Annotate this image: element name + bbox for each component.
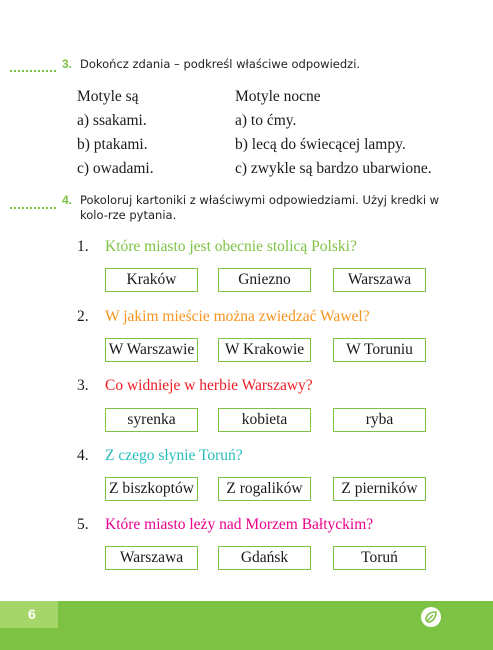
right-option-a[interactable]: a) to ćmy.: [235, 112, 297, 129]
right-heading: Motyle nocne: [235, 88, 321, 105]
answer-card[interactable]: Z biszkoptów: [105, 477, 198, 501]
answer-card[interactable]: Z rogalików: [218, 477, 311, 501]
page-number: 6: [28, 606, 36, 622]
answer-card[interactable]: Warszawa: [105, 546, 198, 570]
left-option-b[interactable]: b) ptakami.: [77, 136, 148, 153]
answer-card[interactable]: Gdańsk: [218, 546, 311, 570]
answer-card[interactable]: Toruń: [333, 546, 426, 570]
answer-card[interactable]: Warszawa: [333, 268, 426, 292]
question-5-number: 5.: [77, 516, 89, 533]
answer-card[interactable]: W Krakowie: [218, 338, 311, 362]
left-heading: Motyle są: [77, 88, 139, 105]
question-3-number: 3.: [77, 377, 89, 394]
leaf-logo-icon: [420, 606, 442, 628]
question-4-number: 4.: [77, 447, 89, 464]
exercise-3-number: 3.: [62, 57, 73, 71]
question-1-number: 1.: [77, 238, 89, 255]
question-5-text: Które miasto leży nad Morzem Bałtyckim?: [105, 516, 374, 533]
question-2-text: W jakim mieście można zwiedzać Wawel?: [105, 308, 370, 325]
right-option-c[interactable]: c) zwykle są bardzo ubarwione.: [235, 160, 432, 177]
exercise-3-instruction: Dokończ zdania – podkreśl właściwe odpowiedzi.: [80, 57, 361, 71]
left-option-c[interactable]: c) owadami.: [77, 160, 154, 177]
answer-card[interactable]: Gniezno: [218, 268, 311, 292]
question-1-text: Które miasto jest obecnie stolicą Polski?: [105, 238, 357, 255]
answer-card[interactable]: Kraków: [105, 268, 198, 292]
question-2-number: 2.: [77, 308, 89, 325]
answer-card[interactable]: ryba: [333, 408, 426, 432]
exercise-4-number: 4.: [62, 193, 73, 207]
right-option-b[interactable]: b) lecą do świecącej lampy.: [235, 136, 406, 153]
answer-card[interactable]: kobieta: [218, 408, 311, 432]
answer-card[interactable]: Z pierników: [333, 477, 426, 501]
question-4-text: Z czego słynie Toruń?: [105, 447, 243, 464]
left-option-a[interactable]: a) ssakami.: [77, 112, 147, 129]
exercise-4-instruction: Pokoloruj kartoniki z właściwymi odpowiedziami. Użyj kredki w kolo-rze pytania.: [80, 193, 440, 222]
answer-dots-3: [10, 70, 56, 72]
answer-card[interactable]: syrenka: [105, 408, 198, 432]
answer-card[interactable]: W Warszawie: [105, 338, 198, 362]
answer-dots-4: [10, 207, 56, 209]
question-3-text: Co widnieje w herbie Warszawy?: [105, 377, 313, 394]
answer-card[interactable]: W Toruniu: [333, 338, 426, 362]
